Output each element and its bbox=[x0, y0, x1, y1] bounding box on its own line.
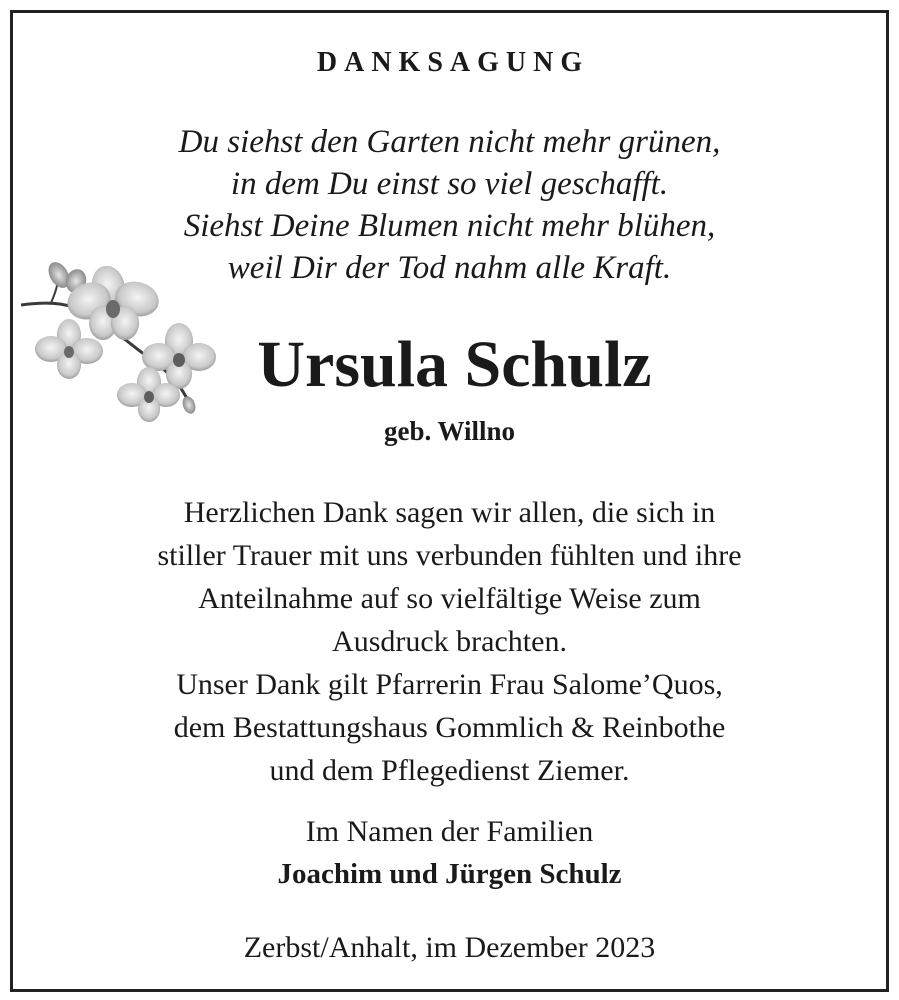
notice-frame bbox=[10, 10, 889, 992]
message-line: stiller Trauer mit uns verbunden fühlten und ihre bbox=[157, 539, 742, 572]
message-line: Anteilnahme auf so vielfältige Weise zum bbox=[198, 582, 701, 615]
message-line: Unser Dank gilt Pfarrerin Frau Salome’Quos, bbox=[176, 668, 723, 701]
message-line: dem Bestattungshaus Gommlich & Reinbothe bbox=[173, 711, 726, 744]
message-line: Herzlichen Dank sagen wir allen, die sich in bbox=[183, 496, 716, 529]
maiden-name: geb. Willno bbox=[383, 416, 516, 446]
signature-names: Joachim und Jürgen Schulz bbox=[277, 858, 622, 890]
message-line: Ausdruck brachten. bbox=[332, 625, 567, 658]
notice-heading: DANKSAGUNG bbox=[316, 47, 590, 78]
thanks-message bbox=[13, 491, 886, 792]
poem-line: weil Dir der Tod nahm alle Kraft. bbox=[227, 250, 672, 286]
poem-line: Siehst Deine Blumen nicht mehr blühen, bbox=[183, 208, 716, 244]
place-date: Zerbst/Anhalt, im Dezember 2023 bbox=[243, 931, 656, 964]
poem-line: in dem Du einst so viel geschafft. bbox=[230, 166, 669, 202]
poem-line: Du siehst den Garten nicht mehr grünen, bbox=[178, 124, 721, 160]
deceased-name: Ursula Schulz bbox=[257, 328, 652, 401]
message-line: und dem Pflegedienst Ziemer. bbox=[269, 754, 630, 787]
signature-intro: Im Namen der Familien bbox=[305, 815, 594, 848]
